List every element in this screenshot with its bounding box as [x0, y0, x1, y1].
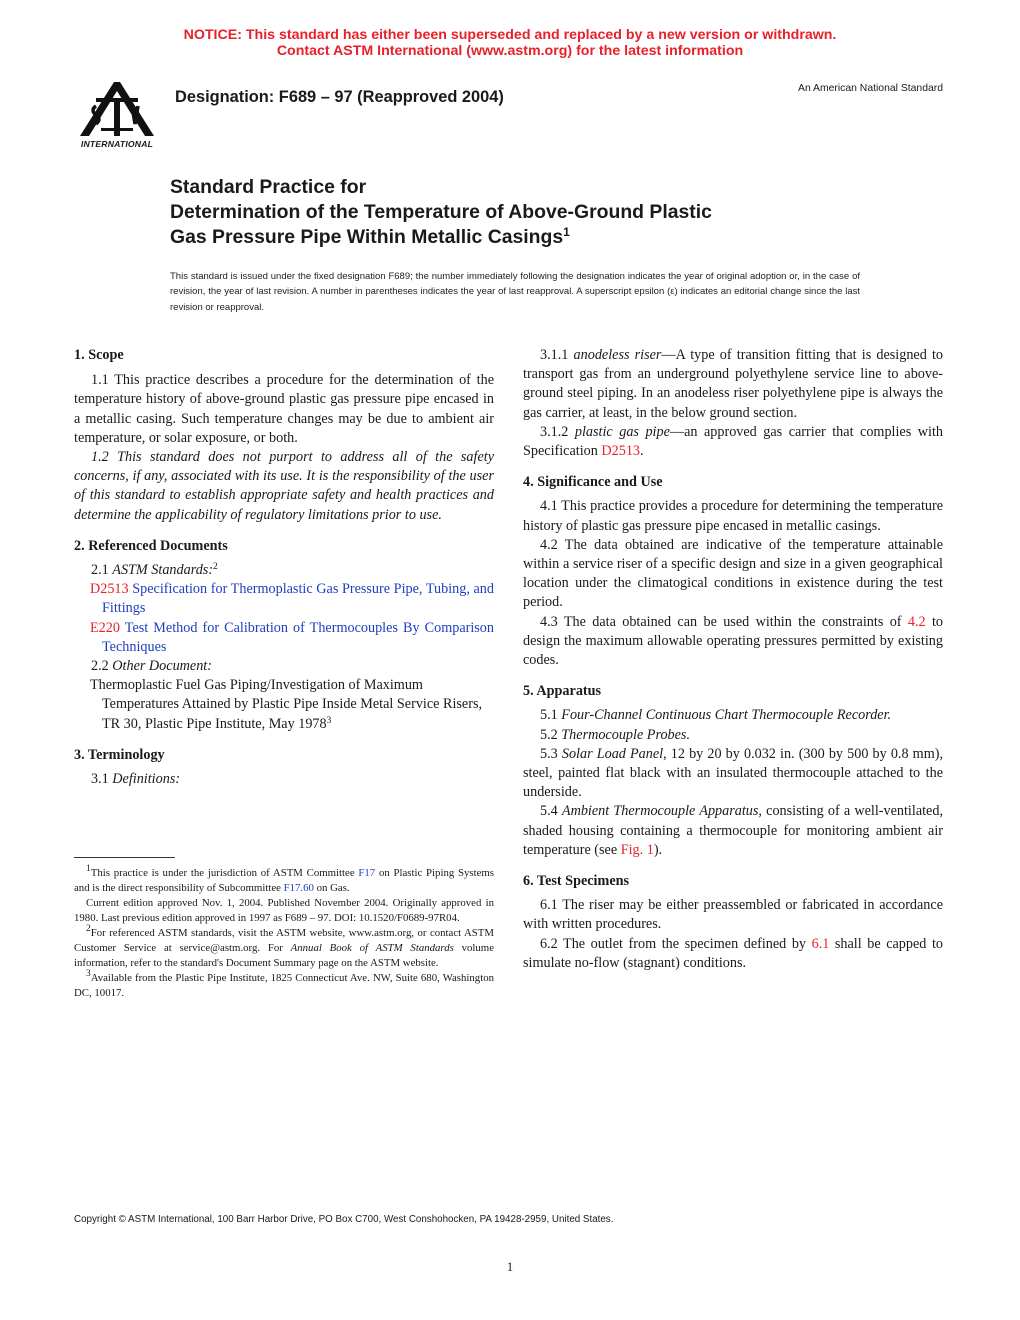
paragraph-4-3: 4.3 The data obtained can be used within the constraints of 4.2 to design the maximum allowable operating pressures permitted by existing codes. [523, 613, 943, 669]
paragraph-1-2: 1.2 This standard does not purport to address all of the safety concerns, if any, associated with its use. It is the responsibility of the user of this standard to establish appropriate safety and health practices and determine the applicability of regulatory limitations prior to use. [74, 449, 494, 523]
paragraph-2-1: 2.1 ASTM Standards:$^2$ [91, 562, 218, 579]
notice-line-1: NOTICE: This standard has either been superseded and replaced by a new version or withdrawn. [183, 27, 837, 43]
paragraph-4-2: 4.2 The data obtained are indicative of the temperature attainable within a service riser of a specific design and size in a given geographical location under the climatogical conditions in existence during the test period. [523, 536, 943, 611]
paragraph-6-1: 6.1 The riser may be either preassembled or fabricated in accordance with written procedures. [523, 897, 943, 933]
link-section-6-1[interactable]: 6.1 [811, 935, 830, 952]
reference-title-d2513[interactable]: Specification for Thermoplastic Gas Pressure Pipe, Tubing, and Fittings [102, 581, 494, 617]
link-f17[interactable]: F17 [358, 867, 376, 879]
document-title [170, 175, 870, 250]
left-column [74, 346, 494, 789]
notice-line-2: Contact ASTM International (www.astm.org) for the latest information [276, 43, 744, 59]
paragraph-5-1: 5.1 Four-Channel Continuous Chart Thermocouple Recorder. [540, 707, 892, 724]
reference-e220[interactable] [74, 619, 494, 657]
paragraph-4-1: 4.1 This practice provides a procedure for determining the temperature history of plastic gas pressure pipe encased in metallic casings. [523, 498, 943, 534]
section-heading-scope: 1. Scope [74, 347, 124, 363]
national-standard-label: An American National Standard [798, 83, 943, 94]
footnotes [74, 866, 494, 1001]
section-heading-referenced-documents: 2. Referenced Documents [74, 537, 228, 554]
paragraph-3-1-2: 3.1.2 plastic gas pipe—an approved gas carrier that complies with Specification D2513. [523, 423, 943, 460]
paragraph-5-2: 5.2 Thermocouple Probes. [540, 726, 691, 743]
title-line-1: Standard Practice for [170, 176, 367, 198]
paragraph-2-2: 2.2 Other Document: [91, 658, 212, 675]
paragraph-3-1: 3.1 Definitions: [91, 771, 181, 788]
other-document: Thermoplastic Fuel Gas Piping/Investigation of Maximum Temperatures Attained by Plastic Pipe Inside Metal Service Risers, TR 30, Plastic Pipe Institute, May 1978$^3$ [90, 677, 483, 732]
copyright-line: Copyright © ASTM International, 100 Barr Harbor Drive, PO Box C700, West Conshohocken, PA 19428-2959, United States. [74, 1214, 614, 1225]
section-heading-significance: 4. Significance and Use [523, 474, 663, 491]
logo-international-text: INTERNATIONAL [80, 139, 154, 149]
paragraph-6-2: 6.2 The outlet from the specimen defined by 6.1 shall be capped to simulate no-flow (stagnant) conditions. [523, 935, 943, 971]
astm-logo [74, 78, 160, 150]
reference-title-e220[interactable]: Test Method for Calibration of Thermocouples By Comparison Techniques [102, 619, 494, 655]
issuance-statement: This standard is issued under the fixed designation F689; the number immediately following the designation indicates the year of original adoption or, in the case of revision, the year of last revision. A number in parentheses indicates the year of last reapproval. A superscript epsilon (ε) indicates an editorial change since the last revision or reapproval. [170, 271, 860, 313]
link-f17-60[interactable]: F17.60 [283, 882, 314, 894]
link-section-4-2[interactable]: 4.2 [907, 613, 926, 630]
footnote-divider [74, 857, 175, 858]
paragraph-3-1-1: 3.1.1 anodeless riser—A type of transition fitting that is designed to transport gas from an underground polyethylene service line to above-ground steel piping. In an anodeless riser polyethylene pipe is always the gas carrier, at least, in the below ground section. [523, 347, 943, 421]
reference-code-e220[interactable]: E220 [90, 619, 120, 636]
link-fig-1[interactable]: Fig. 1 [620, 841, 654, 858]
paragraph-5-3: 5.3 Solar Load Panel, 12 by 20 by 0.032 in. (300 by 500 by 0.8 mm), steel, painted flat black with an insulated thermocouple attached to the underside. [523, 745, 944, 801]
page-number: 1 [506, 1260, 514, 1274]
section-heading-terminology: 3. Terminology [74, 746, 165, 763]
link-d2513[interactable]: D2513 [601, 443, 641, 460]
reference-d2513[interactable] [74, 580, 494, 618]
designation: Designation: F689 – 97 (Reapproved 2004) [175, 88, 504, 106]
footnote-3: $^3$Available from the Plastic Pipe Institute, 1825 Connecticut Ave. NW, Suite 680, Washington DC, 10017. [74, 969, 494, 999]
footnote-1-edition: Current edition approved Nov. 1, 2004. Published November 2004. Originally approved in 1980. Last previous edition approved in 1997 as F689 – 97. DOI: 10.1520/F0689-97R04. [74, 897, 494, 924]
reference-code-d2513[interactable]: D2513 [90, 581, 129, 598]
title-footnote-marker[interactable]: 1 [563, 225, 570, 239]
title-line-3: Gas Pressure Pipe Within Metallic Casings$^1$ [170, 225, 570, 248]
astm-logo-icon [74, 78, 160, 140]
withdrawal-notice [0, 27, 1020, 59]
footnote-2: $^2$For referenced ASTM standards, visit the ASTM website, www.astm.org, or contact ASTM Customer Service at service@astm.org. For Annual Book of ASTM Standards volume information, refer to the standard's Document Summary page on the ASTM website. [74, 924, 494, 969]
section-heading-apparatus: 5. Apparatus [523, 683, 602, 700]
footnote-1: $^1$This practice is under the jurisdiction of ASTM Committee F17 on Plastic Piping Systems and is the direct responsibility of Subcommittee F17.60 on Gas. [74, 864, 494, 894]
right-column [523, 346, 943, 973]
paragraph-5-4: 5.4 Ambient Thermocouple Apparatus, consisting of a well-ventilated, shaded housing containing a thermocouple for monitoring ambient air temperature (see Fig. 1). [523, 803, 943, 858]
title-line-2: Determination of the Temperature of Above-Ground Plastic [170, 201, 712, 223]
section-heading-test-specimens: 6. Test Specimens [523, 873, 630, 890]
paragraph-1-1: 1.1 This practice describes a procedure for the determination of the temperature history of above-ground plastic gas pressure pipe encased in a metallic casing. Such temperature changes may be due to ambient air temperature, or solar exposure, or both. [74, 372, 494, 446]
